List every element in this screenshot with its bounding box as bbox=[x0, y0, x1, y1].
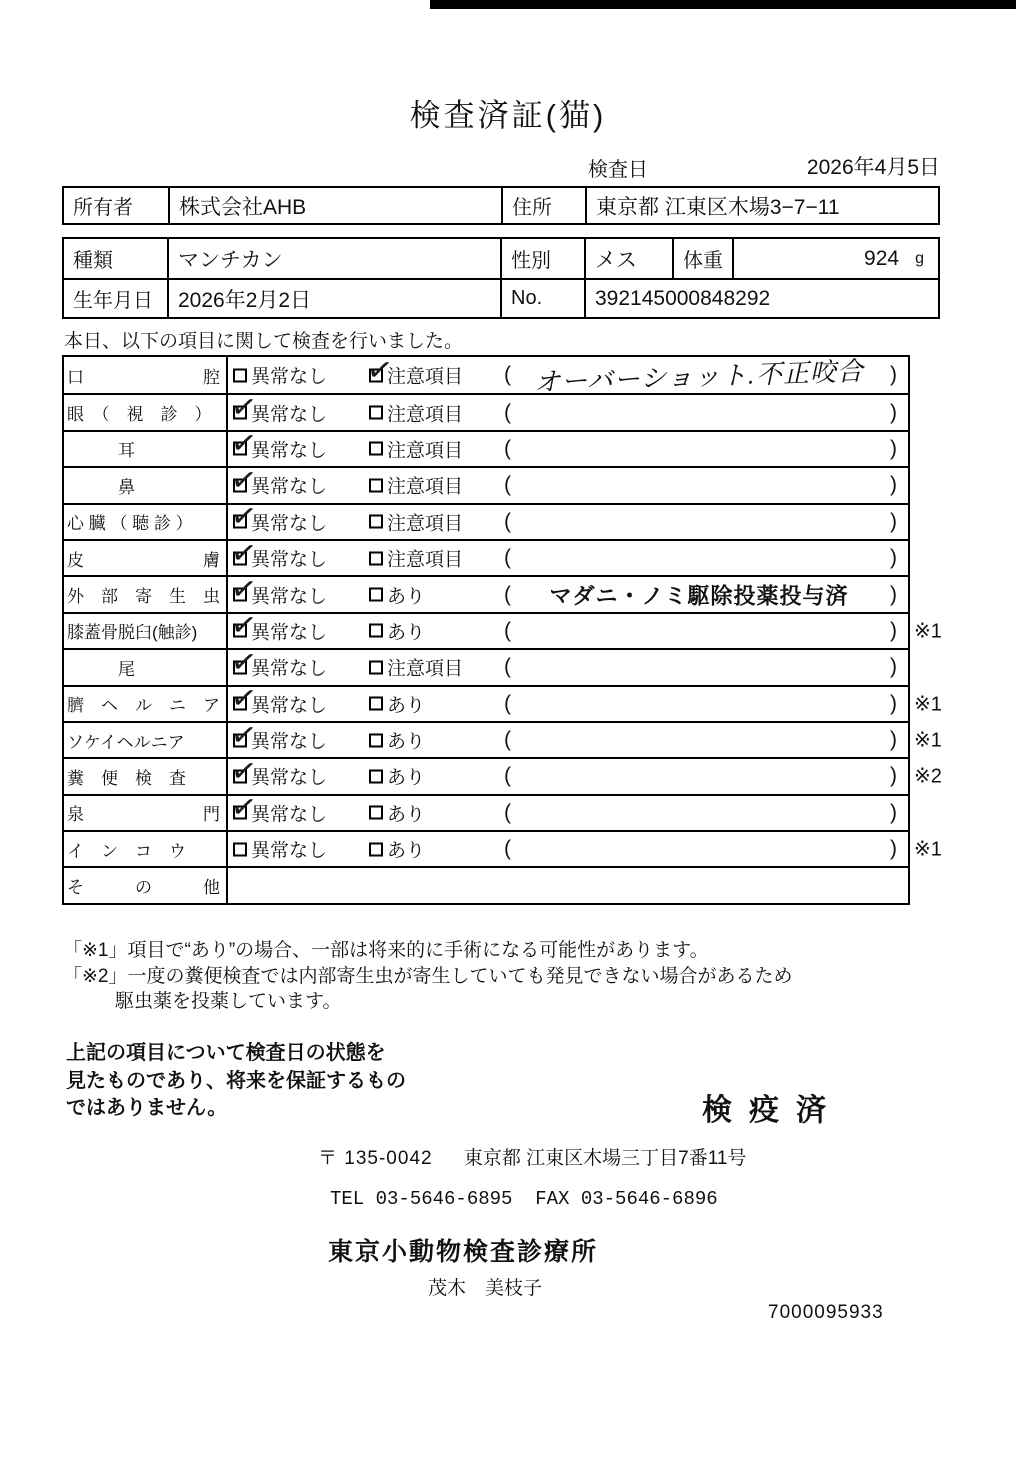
paren-close: ) bbox=[890, 764, 897, 788]
exam-item-label: そ の 他 bbox=[64, 868, 228, 902]
checkbox-box[interactable] bbox=[369, 624, 383, 638]
sex-value: メス bbox=[586, 239, 674, 278]
exam-item-label: 皮 膚 bbox=[64, 541, 228, 575]
paren-close: ) bbox=[890, 473, 897, 497]
checkbox-box[interactable] bbox=[233, 769, 247, 783]
paren-open: ( bbox=[504, 363, 511, 387]
checkbox-no-abnormality[interactable] bbox=[233, 399, 327, 426]
checkbox-present[interactable] bbox=[369, 690, 425, 717]
paren-close: ) bbox=[890, 509, 897, 533]
checkbox-no-abnormality[interactable] bbox=[233, 581, 327, 608]
paren-open: ( bbox=[504, 509, 511, 533]
paren-close: ) bbox=[890, 800, 897, 824]
exam-item-label: 耳 bbox=[64, 432, 228, 466]
checkbox-box[interactable] bbox=[233, 588, 247, 602]
no-label: No. bbox=[502, 280, 586, 317]
exam-checklist bbox=[62, 355, 942, 905]
checkbox-label: あり bbox=[387, 804, 426, 826]
checklist-row-heart bbox=[64, 503, 908, 539]
checkbox-present[interactable] bbox=[369, 581, 425, 608]
checkbox-box[interactable] bbox=[233, 733, 247, 747]
checkbox-label: 異常なし bbox=[251, 549, 328, 571]
exam-item-content bbox=[228, 432, 908, 466]
checkbox-no-abnormality[interactable] bbox=[233, 799, 327, 826]
paren-open: ( bbox=[504, 546, 511, 570]
checkbox-box[interactable] bbox=[369, 733, 383, 747]
exam-item-content bbox=[228, 796, 908, 830]
checkbox-attention[interactable] bbox=[369, 508, 463, 535]
checkbox-label: あり bbox=[387, 731, 426, 753]
checkbox-no-abnormality[interactable] bbox=[233, 654, 327, 681]
exam-item-content bbox=[228, 355, 908, 398]
address-label: 住所 bbox=[503, 188, 587, 223]
paren-open: ( bbox=[504, 473, 511, 497]
paren-close: ) bbox=[890, 546, 897, 570]
footnote-mark: ※1 bbox=[914, 620, 942, 643]
checkbox-box[interactable] bbox=[369, 368, 383, 382]
exam-item-content bbox=[228, 832, 908, 866]
checkbox-label: 注意項目 bbox=[387, 549, 464, 571]
checklist-row-nose bbox=[64, 466, 908, 502]
checkbox-label: 異常なし bbox=[251, 840, 328, 862]
kind-value: マンチカン bbox=[169, 239, 502, 278]
weight-value-cell bbox=[734, 239, 938, 278]
checklist-row-skin bbox=[64, 539, 908, 575]
exam-item-content bbox=[228, 505, 908, 539]
paren-open: ( bbox=[504, 400, 511, 424]
checkbox-box[interactable] bbox=[233, 551, 247, 565]
exam-item-label: 泉 門 bbox=[64, 796, 228, 830]
checkbox-no-abnormality[interactable] bbox=[233, 362, 327, 389]
veterinarian-name: 茂木 美枝子 bbox=[428, 1278, 543, 1299]
exam-item-content bbox=[228, 395, 908, 429]
checkbox-box[interactable] bbox=[233, 806, 247, 820]
exam-item-label: 尾 bbox=[64, 650, 228, 684]
inspection-date-value: 2026年4月5日 bbox=[806, 156, 940, 179]
checkbox-box[interactable] bbox=[233, 478, 247, 492]
checkbox-box[interactable] bbox=[233, 660, 247, 674]
paren-open: ( bbox=[504, 837, 511, 861]
checkbox-label: 異常なし bbox=[251, 695, 328, 717]
checkbox-box[interactable] bbox=[369, 406, 383, 420]
checkbox-label: 異常なし bbox=[251, 440, 328, 462]
checkbox-label: 注意項目 bbox=[387, 513, 464, 535]
checkbox-attention[interactable] bbox=[369, 399, 463, 426]
paren-open: ( bbox=[504, 764, 511, 788]
checkbox-attention[interactable] bbox=[369, 472, 463, 499]
exam-item-label: 臍 ヘ ル ニ ア bbox=[64, 687, 228, 721]
checkbox-label: 注意項目 bbox=[387, 658, 464, 680]
footnote-mark: ※1 bbox=[914, 729, 942, 752]
exam-item-content bbox=[228, 541, 908, 575]
checkbox-label: 注意項目 bbox=[387, 476, 464, 498]
owner-table bbox=[62, 186, 940, 225]
exam-item-content bbox=[228, 468, 908, 502]
checklist-row-patella bbox=[64, 612, 942, 648]
paren-close: ) bbox=[890, 837, 897, 861]
exam-item-label: 心 臓 （ 聴 診 ） bbox=[64, 505, 228, 539]
footnote-mark: ※1 bbox=[914, 693, 942, 716]
checkbox-no-abnormality[interactable] bbox=[233, 727, 327, 754]
exam-item-label: 糞 便 検 査 bbox=[64, 759, 228, 793]
checkbox-box[interactable] bbox=[369, 588, 383, 602]
paren-open: ( bbox=[504, 655, 511, 679]
checkbox-no-abnormality[interactable] bbox=[233, 508, 327, 535]
checkbox-no-abnormality[interactable] bbox=[233, 435, 327, 462]
checkbox-no-abnormality[interactable] bbox=[233, 617, 327, 644]
checkbox-no-abnormality[interactable] bbox=[233, 472, 327, 499]
birth-value: 2026年2月2日 bbox=[169, 280, 502, 317]
inspection-date-label: 検査日 bbox=[588, 159, 648, 181]
disclaimer-line-2: 見たものであり、将来を保証するもの bbox=[66, 1069, 406, 1092]
checkbox-no-abnormality[interactable] bbox=[233, 836, 327, 863]
checklist-row-umbilical-hernia bbox=[64, 685, 942, 721]
checkbox-label: 異常なし bbox=[251, 767, 328, 789]
disclaimer bbox=[66, 1040, 406, 1123]
exam-item-content bbox=[228, 759, 908, 793]
serial-number: 7000095933 bbox=[768, 1302, 884, 1323]
exam-item-content bbox=[228, 577, 908, 611]
footnote-3: 駆虫薬を投薬しています。 bbox=[115, 991, 342, 1012]
paren-open: ( bbox=[504, 728, 511, 752]
no-value: 392145000848292 bbox=[595, 286, 771, 310]
exam-item-content bbox=[228, 687, 908, 721]
address-value: 東京都 江東区木場3−7−11 bbox=[596, 195, 840, 219]
checkbox-present[interactable] bbox=[369, 836, 425, 863]
clinic-address bbox=[318, 1143, 746, 1170]
sex-label: 性別 bbox=[502, 239, 586, 278]
exam-item-label: 眼 （ 視 診 ） bbox=[64, 395, 228, 429]
checklist-row-ears bbox=[64, 430, 908, 466]
disclaimer-line-3: ではありません。 bbox=[66, 1097, 228, 1119]
animal-table-row-2 bbox=[64, 278, 938, 317]
checkbox-label: 異常なし bbox=[251, 476, 328, 498]
paren-close: ) bbox=[890, 582, 897, 606]
checkbox-label: 注意項目 bbox=[387, 366, 464, 388]
clinic-name: 東京小動物検査診療所 bbox=[328, 1238, 599, 1266]
checkbox-label: 異常なし bbox=[251, 804, 328, 826]
owner-value: 株式会社AHB bbox=[170, 188, 503, 223]
exam-item-content bbox=[228, 868, 908, 902]
checkbox-box[interactable] bbox=[233, 368, 247, 382]
owner-label: 所有者 bbox=[64, 188, 170, 223]
checkbox-label: 異常なし bbox=[251, 404, 328, 426]
animal-table bbox=[62, 237, 940, 319]
checkbox-box[interactable] bbox=[233, 442, 247, 456]
paren-open: ( bbox=[504, 618, 511, 642]
exam-item-content bbox=[228, 650, 908, 684]
checkbox-box[interactable] bbox=[369, 842, 383, 856]
exam-item-label: 膝蓋骨脱臼(触診) bbox=[64, 614, 228, 648]
checkbox-label: あり bbox=[387, 695, 426, 717]
checkbox-label: 注意項目 bbox=[387, 404, 464, 426]
checklist-row-oral bbox=[64, 355, 908, 398]
quarantine-stamp: 検疫済 bbox=[702, 1094, 843, 1127]
checklist-row-other bbox=[64, 866, 908, 902]
paren-close: ) bbox=[890, 655, 897, 679]
checkbox-label: 異常なし bbox=[251, 366, 328, 388]
paren-open: ( bbox=[504, 436, 511, 460]
disclaimer-line-1: 上記の項目について検査日の状態を bbox=[66, 1042, 386, 1064]
checkbox-label: あり bbox=[387, 622, 426, 644]
finding-note-text: マダニ・ノミ駆除投薬投与済 bbox=[549, 583, 849, 609]
finding-note-text: オーバーショット.不正咬合 bbox=[533, 355, 865, 398]
checkbox-attention[interactable] bbox=[369, 545, 463, 572]
checkbox-label: 異常なし bbox=[251, 731, 328, 753]
checklist-row-fecal-exam bbox=[64, 757, 942, 793]
scan-edge-bar bbox=[430, 0, 1016, 9]
paren-close: ) bbox=[890, 618, 897, 642]
tel-fax: TEL 03-5646-6895 FAX 03-5646-6896 bbox=[330, 1188, 718, 1210]
paren-open: ( bbox=[504, 582, 511, 606]
checklist-row-tail bbox=[64, 648, 908, 684]
checkbox-box[interactable] bbox=[233, 842, 247, 856]
animal-table-row-1 bbox=[64, 239, 938, 278]
checkbox-present[interactable] bbox=[369, 799, 425, 826]
checkbox-attention[interactable] bbox=[369, 362, 463, 389]
birth-label: 生年月日 bbox=[64, 280, 169, 317]
paren-open: ( bbox=[504, 691, 511, 715]
checkbox-label: 異常なし bbox=[251, 513, 328, 535]
checkbox-present[interactable] bbox=[369, 617, 425, 644]
street-address: 東京都 江東区木場三丁目7番11号 bbox=[463, 1148, 747, 1169]
intro-text: 本日、以下の項目に関して検査を行いました。 bbox=[64, 331, 464, 352]
checkbox-no-abnormality[interactable] bbox=[233, 545, 327, 572]
checkbox-box[interactable] bbox=[369, 697, 383, 711]
checkbox-box[interactable] bbox=[369, 806, 383, 820]
checkbox-label: 異常なし bbox=[251, 586, 328, 608]
finding-note bbox=[520, 355, 878, 398]
checkbox-attention[interactable] bbox=[369, 435, 463, 462]
checklist-row-eyes bbox=[64, 393, 908, 429]
checkbox-box[interactable] bbox=[369, 442, 383, 456]
footnotes bbox=[63, 938, 793, 1015]
checkbox-box[interactable] bbox=[369, 551, 383, 565]
checkbox-box[interactable] bbox=[233, 515, 247, 529]
page-title: 検査済証(猫) bbox=[409, 98, 607, 133]
checkbox-label: 注意項目 bbox=[387, 440, 464, 462]
exam-item-label: 鼻 bbox=[64, 468, 228, 502]
paren-close: ) bbox=[890, 400, 897, 424]
checkbox-no-abnormality[interactable] bbox=[233, 690, 327, 717]
checkbox-attention[interactable] bbox=[369, 654, 463, 681]
checklist-row-fontanelle bbox=[64, 794, 908, 830]
paren-close: ) bbox=[890, 363, 897, 387]
checkbox-box[interactable] bbox=[233, 697, 247, 711]
exam-item-label: 外 部 寄 生 虫 bbox=[64, 577, 228, 611]
checkbox-label: あり bbox=[387, 767, 426, 789]
weight-value: 924 bbox=[864, 246, 900, 270]
checkbox-present[interactable] bbox=[369, 763, 425, 790]
checkbox-label: あり bbox=[387, 840, 426, 862]
checklist-row-inguinal-hernia bbox=[64, 721, 942, 757]
checkbox-box[interactable] bbox=[233, 624, 247, 638]
exam-item-label: イ ン コ ウ bbox=[64, 832, 228, 866]
footnote-mark: ※1 bbox=[914, 838, 942, 861]
checklist-row-parasites bbox=[64, 575, 908, 611]
exam-item-label: ソケイヘルニア bbox=[64, 723, 228, 757]
checkbox-no-abnormality[interactable] bbox=[233, 763, 327, 790]
exam-item-content bbox=[228, 723, 908, 757]
paren-open: ( bbox=[504, 800, 511, 824]
footnote-1: 「※1」項目で“あり”の場合、一部は将来的に手術になる可能性があります。 bbox=[63, 940, 709, 961]
paren-close: ) bbox=[890, 728, 897, 752]
checkbox-box[interactable] bbox=[369, 769, 383, 783]
checkbox-box[interactable] bbox=[369, 660, 383, 674]
weight-unit: g bbox=[915, 249, 924, 267]
kind-label: 種類 bbox=[64, 239, 169, 278]
weight-label: 体重 bbox=[674, 239, 734, 278]
paren-close: ) bbox=[890, 691, 897, 715]
checklist-row-inkou bbox=[64, 830, 942, 866]
checkbox-label: 異常なし bbox=[251, 622, 328, 644]
footnote-2: 「※2」一度の糞便検査では内部寄生虫が寄生していても発見できない場合があるため bbox=[63, 965, 793, 987]
checkbox-label: 異常なし bbox=[251, 658, 328, 680]
footnote-mark: ※2 bbox=[914, 765, 942, 788]
checkbox-box[interactable] bbox=[233, 406, 247, 420]
checkbox-present[interactable] bbox=[369, 727, 425, 754]
exam-item-content bbox=[228, 614, 908, 648]
finding-note bbox=[520, 579, 878, 610]
exam-item-label: 口 腔 bbox=[64, 357, 228, 393]
checkbox-box[interactable] bbox=[369, 515, 383, 529]
paren-close: ) bbox=[890, 436, 897, 460]
checkbox-box[interactable] bbox=[369, 478, 383, 492]
checkbox-label: あり bbox=[387, 586, 426, 608]
postal-code: 〒 135-0042 bbox=[318, 1148, 433, 1169]
